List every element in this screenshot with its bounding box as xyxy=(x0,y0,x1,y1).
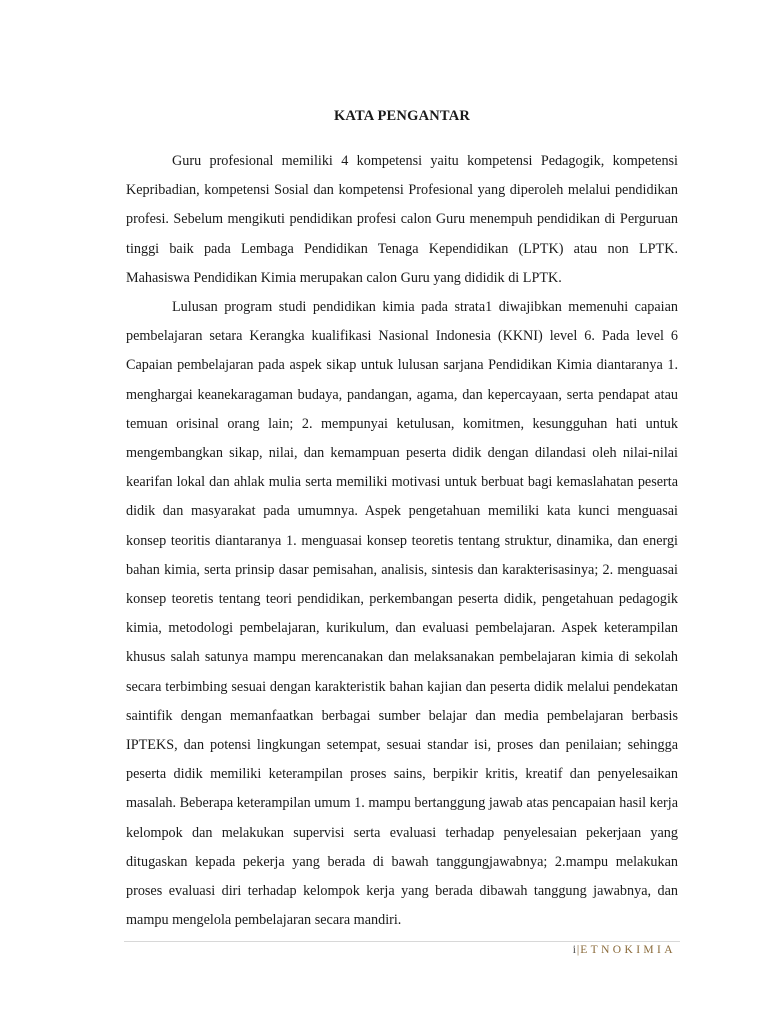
page-number: i xyxy=(572,944,576,956)
footer-divider xyxy=(124,941,680,942)
paragraph-1: Guru profesional memiliki 4 kompetensi yaitu kompetensi Pedagogik, kompetensi Kepribadian, kompetensi Sosial dan kompetensi Profesional yang diperoleh melalui pendidikan profesi. Sebelum mengikuti pendidikan profesi calon Guru menempuh pendidikan di Perguruan tinggi baik pada Lembaga Pendidikan Tenaga Kependidikan (LPTK) atau non LPTK. Mahasiswa Pendidikan Kimia merupakan calon Guru yang dididik di LPTK. xyxy=(126,153,678,286)
footer-label: ETNOKIMIA xyxy=(580,944,676,956)
document-body xyxy=(126,147,678,935)
paragraph-2: Lulusan program studi pendidikan kimia pada strata1 diwajibkan memenuhi capaian pembelajaran setara Kerangka kualifikasi Nasional Indonesia (KKNI) level 6. Pada level 6 Capaian pembelajaran pada aspek sikap untuk lulusan sarjana Pendidikan Kimia diantaranya 1. menghargai keanekaragaman budaya, pandangan, agama, dan kepercayaan, serta pendapat atau temuan orisinal orang lain; 2. mempunyai ketulusan, komitmen, kesungguhan hati untuk mengembangkan sikap, nilai, dan kemampuan peserta didik dengan dilandasi oleh nilai-nilai kearifan lokal dan ahlak mulia serta memiliki motivasi untuk berbuat bagi kemaslahatan peserta didik dan masyarakat pada umumnya. Aspek pengetahuan memiliki kata kunci menguasai konsep teoritis diantaranya 1. menguasai konsep teoretis tentang struktur, dinamika, dan energi bahan kimia, serta prinsip dasar pemisahan, analisis, sintesis dan karakterisasinya; 2. menguasai konsep teoretis tentang teori pendidikan, perkembangan peserta didik, pengetahuan pedagogik kimia, metodologi pembelajaran, kurikulum, dan evaluasi pembelajaran. Aspek keterampilan khusus salah satunya mampu merencanakan dan melaksanakan pembelajaran kimia di sekolah secara terbimbing sesuai dengan karakteristik bahan kajian dan peserta didik melalui pendekatan saintifik dengan memanfaatkan berbagai sumber belajar dan media pembelajaran berbasis IPTEKS, dan potensi lingkungan setempat, sesuai standar isi, proses dan penilaian; sehingga peserta didik memiliki keterampilan proses sains, berpikir kritis, kreatif dan penyelesaikan masalah. Beberapa keterampilan umum 1. mampu bertanggung jawab atas pencapaian hasil kerja kelompok dan melakukan supervisi serta evaluasi terhadap penyelesaian pekerjaan yang ditugaskan kepada pekerja yang berada di bawah tanggungjawabnya; 2.mampu melakukan proses evaluasi diri terhadap kelompok kerja yang berada dibawah tanggung jawabnya, dan mampu mengelola pembelajaran secara mandiri. xyxy=(126,299,678,929)
page-title: KATA PENGANTAR xyxy=(333,108,471,124)
footer-separator: | xyxy=(576,944,580,956)
page-footer xyxy=(573,944,676,956)
